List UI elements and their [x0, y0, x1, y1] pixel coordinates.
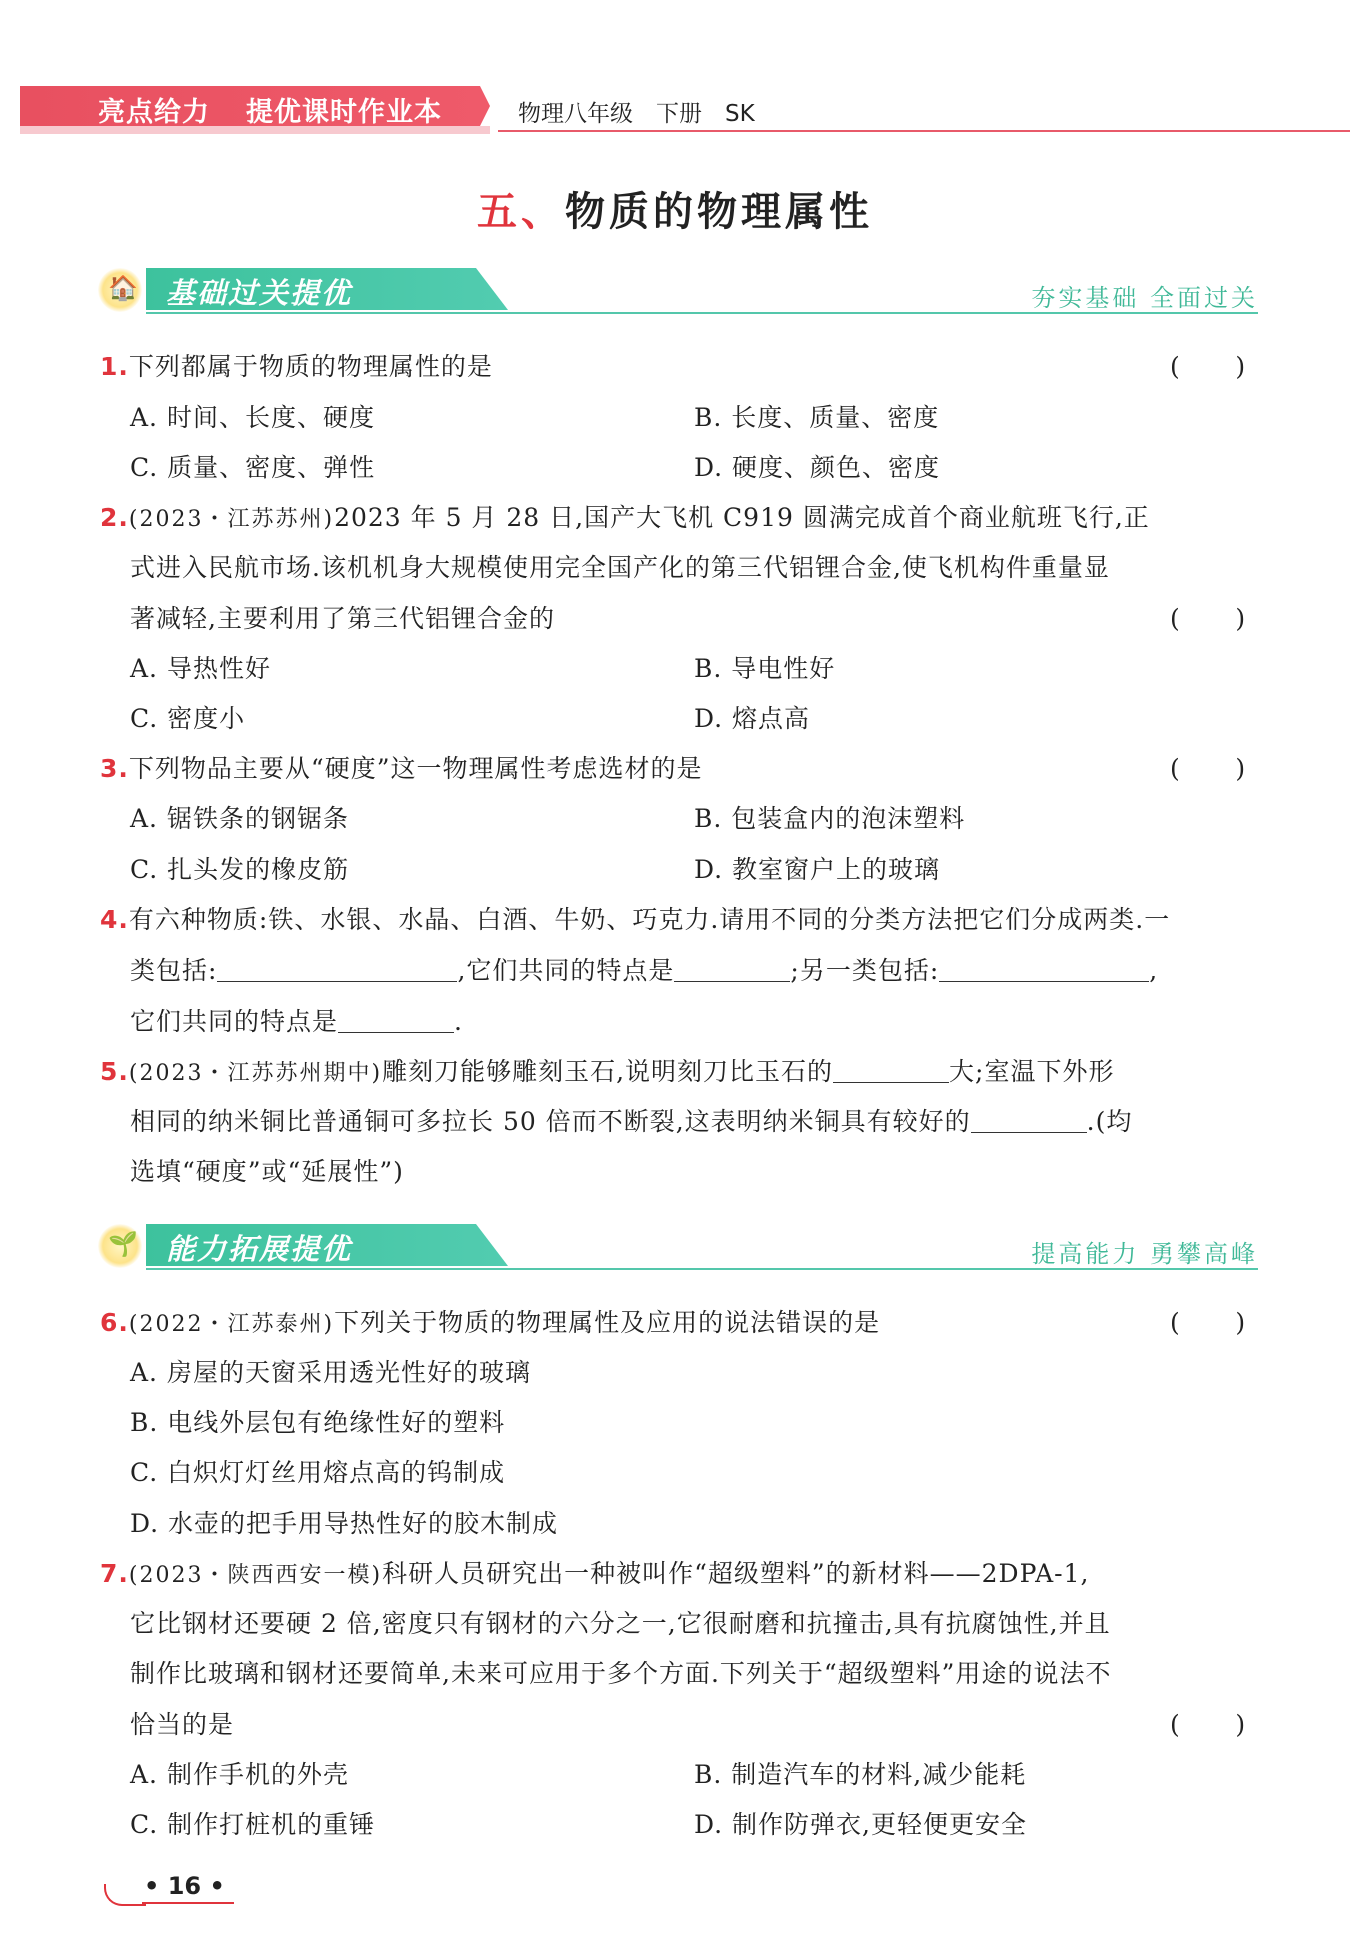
header-rule: [498, 130, 1350, 132]
q7-line-2: 它比钢材还要硬 2 倍,密度只有钢材的六分之一,它很耐磨和抗撞击,具有抗腐蚀性,并且: [130, 1609, 1111, 1638]
q7-option-d: D. 制作防弹衣,更轻便更安全: [694, 1810, 1027, 1839]
q4-text-2d: ,: [1149, 956, 1159, 985]
q5-text-1a: 雕刻刀能够雕刻玉石,说明刻刀比玉石的: [382, 1057, 834, 1086]
q3-stem-text: 下列物品主要从“硬度”这一物理属性考虑选材的是: [128, 754, 703, 783]
q6-option-a: A. 房屋的天窗采用透光性好的玻璃: [130, 1358, 531, 1387]
q3-stem: [100, 754, 702, 784]
section-ability-title: 能力拓展提优: [166, 1232, 353, 1266]
q2-option-a: A. 导热性好: [130, 654, 271, 683]
header-book-info: 物理八年级 下册 SK: [518, 101, 755, 127]
q3-number: 3.: [100, 754, 129, 783]
q1-stem: [100, 352, 493, 382]
q5-line-2: [130, 1106, 1132, 1137]
q7-line-3: 制作比玻璃和钢材还要简单,未来可应用于多个方面.下列关于“超级塑料”用途的说法不: [130, 1659, 1112, 1688]
q6-stem: [100, 1308, 880, 1340]
q7-option-b: B. 制造汽车的材料,减少能耗: [694, 1760, 1027, 1789]
q6-option-c: C. 白炽灯灯丝用熔点高的钨制成: [130, 1458, 506, 1487]
section-ability-slogan: 提高能力 勇攀高峰: [1031, 1240, 1258, 1268]
q5-text-1b: 大;室温下外形: [949, 1057, 1115, 1086]
lesson-title: [0, 180, 1350, 237]
q7-source: (2023・陕西西安一模): [128, 1563, 383, 1588]
q3-option-b: B. 包装盒内的泡沫塑料: [694, 804, 966, 833]
q5-blank-2[interactable]: [971, 1106, 1087, 1133]
q6-option-d: D. 水壶的把手用导热性好的胶木制成: [130, 1509, 559, 1538]
page-number: • 16 •: [144, 1872, 225, 1900]
q4-text-3b: .: [454, 1007, 463, 1036]
q7-option-a: A. 制作手机的外壳: [130, 1760, 349, 1789]
q5-text-2a: 相同的纳米铜比普通铜可多拉长 50 倍而不断裂,这表明纳米铜具有较好的: [130, 1107, 971, 1136]
page-footer: [104, 1870, 234, 1910]
q4-blank-1[interactable]: [217, 955, 457, 982]
q4-text-3a: 它们共同的特点是: [130, 1007, 339, 1036]
q3-option-a: A. 锯铁条的钢锯条: [130, 804, 349, 833]
q2-option-c: C. 密度小: [130, 704, 246, 733]
q4-line-2: [130, 955, 1158, 986]
q2-number: 2.: [100, 503, 129, 532]
q6-option-b: B. 电线外层包有绝缘性好的塑料: [130, 1408, 506, 1437]
q1-option-c: C. 质量、密度、弹性: [130, 453, 376, 482]
q1-option-b: B. 长度、质量、密度: [694, 403, 940, 432]
q7-answer-parens[interactable]: ( ): [1170, 1710, 1246, 1739]
q2-line-3: 著减轻,主要利用了第三代铝锂合金的: [130, 604, 555, 633]
q2-line-1: [100, 503, 1150, 535]
q2-option-d: D. 熔点高: [694, 704, 811, 733]
q6-number: 6.: [100, 1308, 129, 1337]
house-lock-icon: 🏠: [98, 268, 142, 312]
q6-source: (2022・江苏泰州): [128, 1312, 335, 1337]
q5-blank-1[interactable]: [833, 1056, 949, 1083]
q2-answer-parens[interactable]: ( ): [1170, 604, 1246, 633]
q1-number: 1.: [100, 352, 129, 381]
q4-text-2c: ;另一类包括:: [790, 956, 940, 985]
q3-option-d: D. 教室窗户上的玻璃: [694, 855, 941, 884]
q5-text-2b: .(均: [1086, 1107, 1133, 1136]
q2-text-1: 2023 年 5 月 28 日,国产大飞机 C919 圆满完成首个商业航班飞行,正: [334, 503, 1150, 532]
q2-source: (2023・江苏苏州): [128, 507, 335, 532]
q7-number: 7.: [100, 1559, 129, 1588]
q3-option-c: C. 扎头发的橡皮筋: [130, 855, 350, 884]
lesson-number: 五、: [477, 188, 565, 235]
q4-blank-2[interactable]: [674, 955, 790, 982]
q4-blank-3[interactable]: [939, 955, 1149, 982]
q2-line-2: 式进入民航市场.该机机身大规模使用完全国产化的第三代铝锂合金,使飞机构件重量显: [130, 553, 1110, 582]
q1-option-a: A. 时间、长度、硬度: [130, 403, 375, 432]
q4-text-2a: 类包括:: [130, 956, 218, 985]
header-series: 提优课时作业本: [246, 97, 442, 128]
q4-text-1: 有六种物质:铁、水银、水晶、白酒、牛奶、巧克力.请用不同的分类方法把它们分成两类.一: [128, 905, 1171, 934]
q7-line-1: [100, 1559, 1089, 1591]
q1-stem-text: 下列都属于物质的物理属性的是: [128, 352, 493, 381]
q3-answer-parens[interactable]: ( ): [1170, 754, 1246, 783]
footer-curve: [104, 1884, 146, 1906]
q4-line-1: [100, 905, 1170, 935]
sprout-icon: 🌱: [98, 1224, 142, 1268]
q5-number: 5.: [100, 1057, 129, 1086]
q5-line-3: 选填“硬度”或“延展性”): [130, 1157, 404, 1186]
q7-option-c: C. 制作打桩机的重锤: [130, 1810, 376, 1839]
q6-stem-text: 下列关于物质的物理属性及应用的说法错误的是: [334, 1308, 881, 1337]
lesson-title-text: 物质的物理属性: [565, 188, 873, 235]
q7-line-4: 恰当的是: [130, 1710, 235, 1739]
section-basic-banner: [98, 262, 1258, 322]
section-basic-slogan: 夯实基础 全面过关: [1031, 284, 1258, 312]
q5-source: (2023・江苏苏州期中): [128, 1061, 383, 1086]
header-brand: 亮点给力: [98, 97, 210, 128]
page-header: [20, 86, 1340, 134]
q4-blank-4[interactable]: [338, 1006, 454, 1033]
q1-answer-parens[interactable]: ( ): [1170, 352, 1246, 381]
section-basic-title: 基础过关提优: [166, 276, 353, 310]
q6-answer-parens[interactable]: ( ): [1170, 1308, 1246, 1337]
q4-text-2b: ,它们共同的特点是: [457, 956, 675, 985]
q4-number: 4.: [100, 905, 129, 934]
section-ability-banner: [98, 1218, 1258, 1278]
q4-line-3: [130, 1006, 463, 1037]
q2-option-b: B. 导电性好: [694, 654, 836, 683]
q7-text-1: 科研人员研究出一种被叫作“超级塑料”的新材料——2DPA-1,: [382, 1559, 1090, 1588]
footer-rule: [142, 1902, 234, 1904]
q1-option-d: D. 硬度、颜色、密度: [694, 453, 941, 482]
q5-line-1: [100, 1056, 1114, 1089]
